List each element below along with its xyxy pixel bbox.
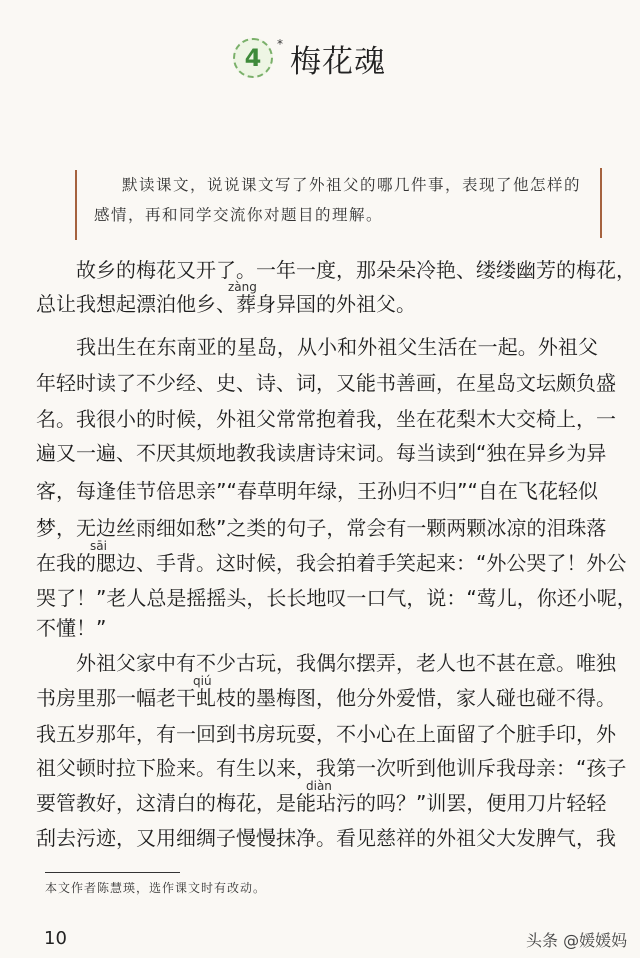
body-text-line: 我五岁那年，有一回到书房玩耍，不小心在上面留了个脏手印，外 — [36, 722, 616, 746]
body-text-line: 总让我想起漂泊他乡、葬身异国的外祖父。 — [36, 292, 416, 316]
body-text-line: 哭了！”老人总是摇摇头，长长地叹一口气，说：“莺儿，你还小呢， — [36, 586, 637, 610]
instruction-left-bar — [75, 170, 77, 240]
footnote-divider — [45, 872, 180, 873]
body-text-line: 外祖父家中有不少古玩，我偶尔摆弄，老人也不甚在意。唯独 — [36, 651, 616, 675]
page-title: 梅花魂 — [290, 44, 386, 80]
optional-lesson-marker: * — [277, 37, 283, 51]
body-text-line: 我出生在东南亚的星岛，从小和外祖父生活在一起。外祖父 — [36, 335, 598, 359]
body-text-line: 年轻时读了不少经、史、诗、词，又能书善画，在星岛文坛颇负盛 — [36, 371, 616, 395]
instruction-line: 默读课文，说说课文写了外祖父的哪几件事，表现了他怎样的 — [122, 176, 582, 194]
pinyin-annotation: qiú — [193, 674, 212, 688]
body-text-line: 梦，无边丝雨细如愁”之类的句子，常会有一颗两颗冰凉的泪珠落 — [36, 516, 607, 540]
body-text-line: 名。我很小的时候，外祖父常常抱着我，坐在花梨木大交椅上，一 — [36, 407, 616, 431]
page-number: 10 — [44, 928, 67, 949]
body-text-line: 书房里那一幅老干虬枝的墨梅图，他分外爱惜，家人碰也碰不得。 — [36, 686, 616, 710]
body-text-line: 要管教好，这清白的梅花，是能玷污的吗？”训罢，便用刀片轻轻 — [36, 791, 607, 815]
body-text-line: 故乡的梅花又开了。一年一度，那朵朵冷艳、缕缕幽芳的梅花， — [36, 258, 636, 282]
body-text-line: 遍又一遍、不厌其烦地教我读唐诗宋词。每当读到“独在异乡为异 — [36, 441, 607, 465]
instruction-line: 感情，再和同学交流你对题目的理解。 — [94, 206, 384, 224]
body-text-line: 刮去污迹，又用细绸子慢慢抹净。看见慈祥的外祖父大发脾气，我 — [36, 826, 616, 850]
pinyin-annotation: sāi — [90, 539, 107, 553]
pinyin-annotation: diàn — [306, 779, 332, 793]
body-text-line: 客，每逢佳节倍思亲”“春草明年绿，王孙归不归”“自在飞花轻似 — [36, 479, 598, 503]
pinyin-annotation: zàng — [228, 280, 257, 294]
body-text-line: 不懂！” — [36, 616, 107, 640]
lesson-number-badge: 4 — [233, 38, 273, 78]
body-text-line: 祖父顿时拉下脸来。有生以来，我第一次听到他训斥我母亲：“孩子 — [36, 756, 627, 780]
body-text-line: 在我的腮边、手背。这时候，我会拍着手笑起来：“外公哭了！外公 — [36, 551, 627, 575]
footnote: 本文作者陈慧瑛，选作课文时有改动。 — [45, 881, 267, 895]
watermark: 头条 @媛媛妈 — [526, 931, 628, 950]
